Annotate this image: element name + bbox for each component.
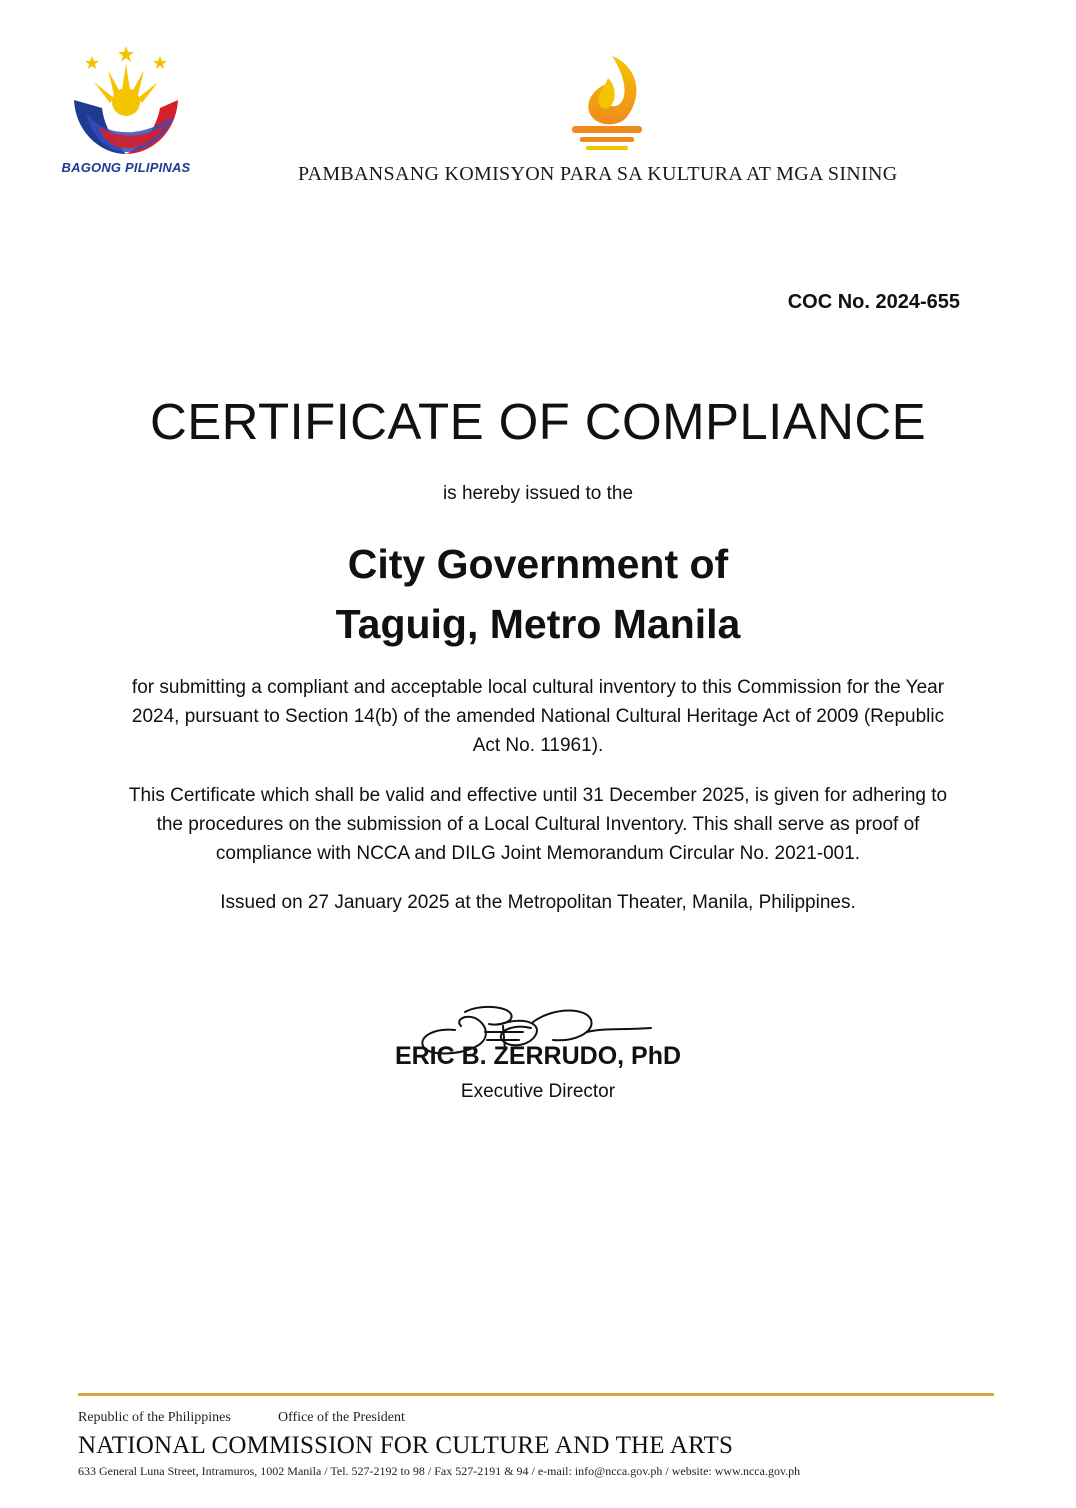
recipient-name: [0, 534, 1076, 654]
certificate-number: COC No. 2024-655: [787, 291, 960, 313]
footer-divider: [78, 1393, 994, 1396]
footer-office: Office of the President: [278, 1410, 405, 1425]
footer-address: 633 General Luna Street, Intramuros, 1002 Manila / Tel. 527-2192 to 98 / Fax 527-2191 & 94 / e-mail: info@ncca.gov.ph / website: www.ncca.gov.ph: [78, 1464, 801, 1478]
validity-paragraph: This Certificate which shall be valid and effective until 31 December 2025, is given for adhering to the procedures on the submission of a Local Cultural Inventory. This shall serve as proof of compliance with NCCA and DILG Joint Memorandum Circular No. 2021-001.: [128, 785, 948, 864]
footer-republic: Republic of the Philippines: [78, 1410, 231, 1425]
recipient-line-2: Taguig, Metro Manila: [335, 601, 741, 647]
recipient-line-1: City Government of: [347, 541, 729, 587]
issued-to-line: is hereby issued to the: [442, 483, 634, 504]
compliance-paragraph: for submitting a compliant and acceptable local cultural inventory to this Commission for the Year 2024, pursuant to Section 14(b) of the amended National Cultural Heritage Act of 2009 (Republic Act No. 11961).: [131, 677, 945, 756]
issuance-paragraph: Issued on 27 January 2025 at the Metropolitan Theater, Manila, Philippines.: [220, 892, 856, 913]
footer-commission-name: NATIONAL COMMISSION FOR CULTURE AND THE ARTS: [78, 1432, 734, 1459]
signatory-title: Executive Director: [460, 1081, 616, 1102]
signatory-name: ERIC B. ZERRUDO, PhD: [394, 1042, 682, 1070]
bagong-pilipinas-caption: BAGONG PILIPINAS: [61, 160, 191, 175]
certificate-title: CERTIFICATE OF COMPLIANCE: [149, 393, 927, 450]
agency-name: PAMBANSANG KOMISYON PARA SA KULTURA AT MGA SINING: [298, 163, 898, 185]
ncca-flame-logo: [566, 52, 652, 154]
